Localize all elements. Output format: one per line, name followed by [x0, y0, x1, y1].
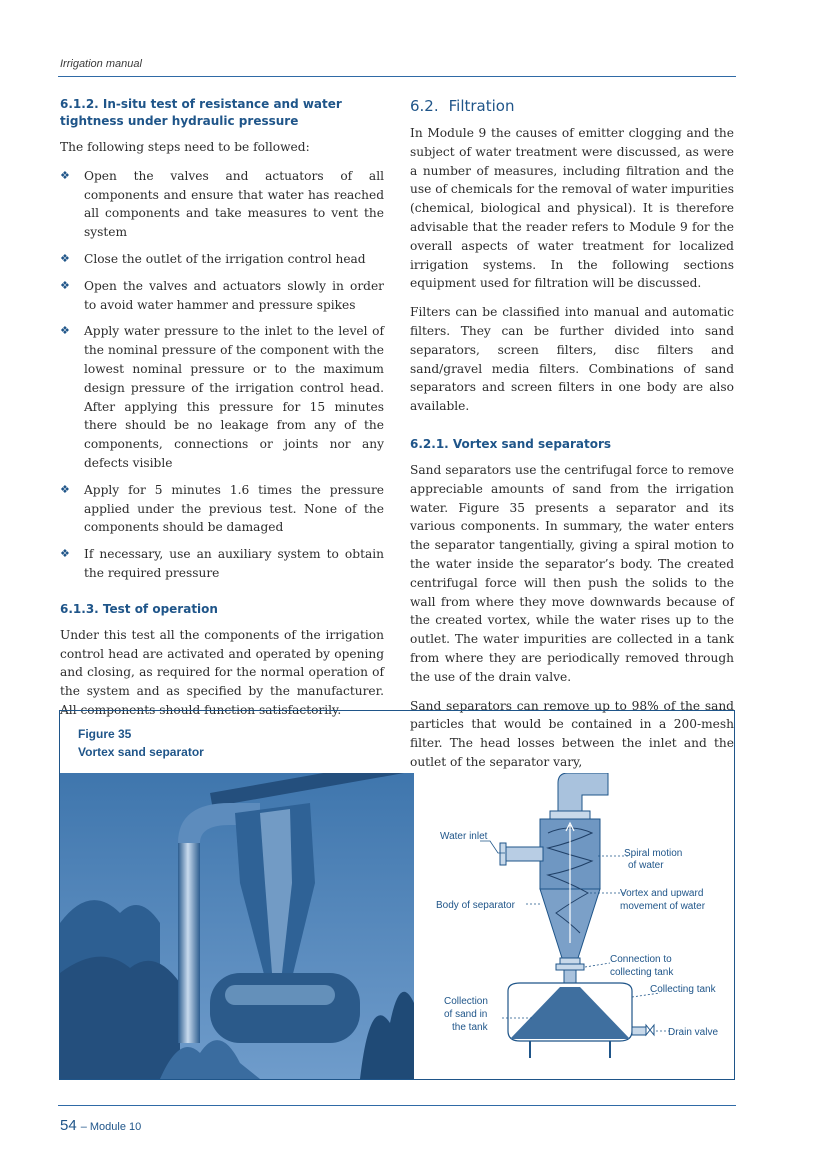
label-drain-valve: Drain valve: [668, 1027, 719, 1038]
heading-6-2: [410, 96, 734, 116]
paragraph: Sand separators use the centrifugal force to remove appreciable amounts of sand from the irrigation water. Figure 35 presents a separator and its various components. In summary, the water enters the separator tangentially, giving a spiral motion to the water inside the separator’s body. The created centrifugal force will then push the solids to the wall from where they move downwards because of the created vortex, while the water rises up to the outlet. The water impurities are collected in a tank from where they are periodically removed through the use of the drain valve.: [410, 462, 734, 684]
diamond-bullet-icon: ❖: [60, 324, 70, 338]
steps-list: [60, 167, 384, 583]
drain-valve: [632, 1027, 646, 1035]
left-column: [60, 96, 384, 730]
label-water-inlet: Water inlet: [440, 831, 488, 842]
label-spiral-2: of water: [628, 860, 664, 871]
diamond-bullet-icon: ❖: [60, 251, 70, 265]
list-item: ❖ Apply water pressure to the inlet to the level of the nominal pressure of the component with the lowest nominal pressure or to the maximum design pressure of the irrigation control head. After applying this pressure for 15 minutes there should be no leakage from any of the components, connections or joints nor any defects visible: [60, 324, 384, 470]
label-vortex-2: movement of water: [620, 901, 706, 912]
module-label: – Module 10: [80, 1121, 142, 1133]
list-item: ❖ Apply for 5 minutes 1.6 times the pressure applied under the previous test. None of the components should be damaged: [60, 482, 384, 535]
diamond-bullet-icon: ❖: [60, 278, 70, 292]
diamond-bullet-icon: ❖: [60, 547, 70, 561]
label-collecting-tank: Collecting tank: [650, 984, 716, 995]
label-spiral-1: Spiral motion: [624, 848, 683, 859]
outlet-elbow: [558, 773, 608, 811]
section-number: 6.2.: [410, 97, 439, 115]
list-item: ❖ Open the valves and actuators slowly in order to avoid water hammer and pressure spikes: [60, 278, 384, 312]
heading-6-1-2: 6.1.2. In-situ test of resistance and water tightness under hydraulic pressure: [60, 97, 342, 128]
page-footer: [60, 1117, 141, 1135]
paragraph: In Module 9 the causes of emitter clogging and the subject of water treatment were discussed, as were a number of measures, including filtration and the use of chemicals for the removal of water impurities (chemical, biological and physical). It is therefore advisable that the reader refers to Module 9 for the overall aspects of water treatment for localized irrigation systems. In the following sections equipment used for filtration will be discussed.: [410, 126, 734, 291]
footer-rule: [58, 1105, 736, 1106]
header-rule: [58, 76, 736, 77]
label-collection-2: of sand in: [444, 1009, 488, 1020]
inlet-pipe: [505, 847, 543, 861]
list-item: ❖ If necessary, use an auxiliary system to obtain the required pressure: [60, 547, 384, 580]
label-collection-1: Collection: [444, 996, 488, 1007]
label-body: Body of separator: [436, 900, 515, 911]
list-item: ❖ Open the valves and actuators of all components and ensure that water has reached all components and take measures to vent the system: [60, 168, 384, 240]
running-header: Irrigation manual: [60, 58, 142, 70]
steps-intro: The following steps need to be followed:: [60, 140, 310, 154]
diamond-bullet-icon: ❖: [60, 482, 70, 496]
heading-6-1-3: 6.1.3. Test of operation: [60, 601, 218, 616]
separator-photo: [60, 773, 414, 1079]
paragraph: Sand separators can remove up to 98% of the sand particles that would be contained in a 200-mesh filter. The head losses between the inlet and the outlet of the separator vary,: [410, 698, 734, 769]
top-flange: [550, 811, 590, 819]
label-connection-2: collecting tank: [610, 967, 674, 978]
heading-6-2-1: 6.2.1. Vortex sand separators: [410, 436, 612, 451]
list-item: ❖ Close the outlet of the irrigation control head: [60, 250, 384, 269]
label-collection-3: the tank: [452, 1022, 488, 1033]
page-number: 54: [60, 1117, 77, 1134]
right-column: [410, 96, 734, 782]
paragraph: Filters can be classified into manual and automatic filters. They can be further divided into sand separators, screen filters, disc filters and sand/gravel media filters. Combinations of sand separators and screen filters in one body are also available.: [410, 305, 734, 414]
label-vortex-1: Vortex and upward: [620, 888, 704, 899]
separator-diagram: [430, 773, 730, 1073]
connection-flange: [556, 964, 584, 970]
diamond-bullet-icon: ❖: [60, 168, 70, 182]
figure-number: Figure 35: [78, 727, 132, 741]
paragraph: Under this test all the components of the irrigation control head are activated and operated by opening and closing, as required for the normal operation of the system and as specified by the manufacturer. All components should function satisfactorily.: [60, 627, 384, 717]
figure-title: Vortex sand separator: [78, 745, 204, 759]
label-connection-1: Connection to: [610, 954, 672, 965]
section-title: Filtration: [448, 97, 515, 115]
figure-35: [59, 710, 735, 1080]
